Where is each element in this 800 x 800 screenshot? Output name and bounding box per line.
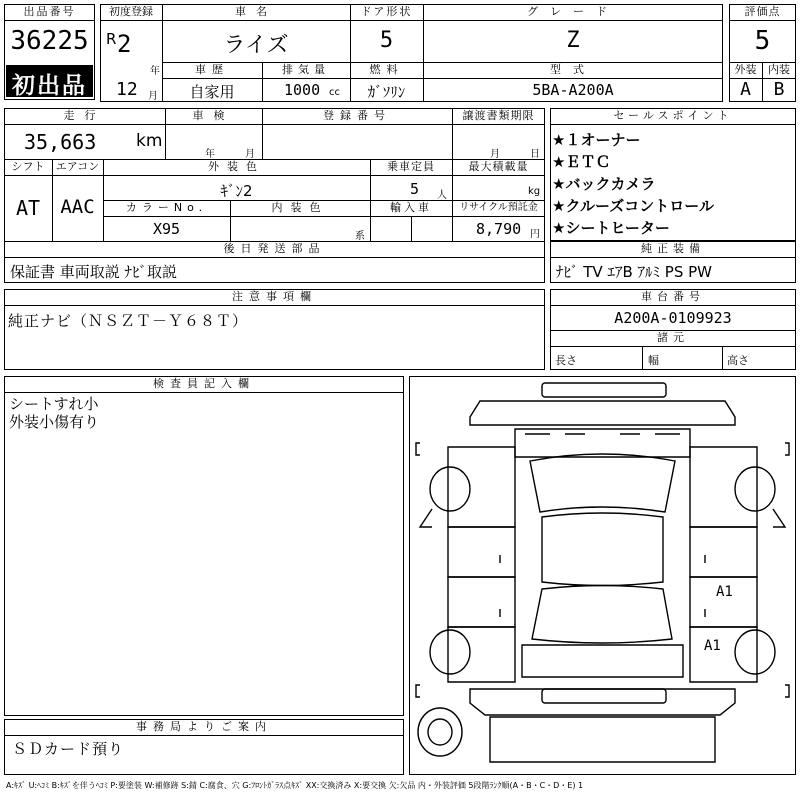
inspection-month-unit: 月	[245, 149, 255, 160]
car-name: ライズ	[223, 33, 289, 58]
score-label: 評価点	[744, 5, 781, 18]
history-label: 車歴	[195, 63, 229, 76]
door-label: ドア形状	[360, 5, 413, 18]
equipment-items: ﾅﾋﾞ TV ｴｱB ｱﾙﾐ PS PW	[556, 263, 712, 281]
length-label: 長さ	[555, 354, 577, 367]
capacity-unit: 人	[437, 190, 447, 201]
door-count: 5	[379, 28, 394, 53]
notes-label: 注意事項欄	[232, 290, 317, 303]
max-load-label: 最大積載量	[468, 160, 529, 173]
dims-label: 諸元	[657, 331, 689, 344]
aircon: AAC	[60, 196, 95, 218]
office-text: ＳＤカード預り	[12, 740, 125, 758]
later-parts-label: 後日発送部品	[223, 242, 326, 255]
recycle-label: リサイクル預託金	[459, 202, 538, 213]
history: 自家用	[189, 83, 235, 101]
mileage-label: 走行	[63, 109, 106, 122]
first-registration-label: 初度登録	[109, 5, 153, 18]
equipment-label: 純正装備	[641, 242, 705, 255]
sales-points-label: セールスポイント	[613, 109, 733, 122]
ext-color: ｷﾞﾝ2	[220, 182, 253, 200]
color-no: X95	[152, 220, 181, 238]
color-no-label: カラーNo.	[125, 201, 208, 214]
lot-number-label: 出品番号	[23, 5, 76, 18]
model-label: 型式	[550, 63, 596, 76]
mileage-unit: km	[136, 131, 163, 151]
car-diagram	[410, 377, 795, 774]
fuel-label: 燃料	[369, 63, 404, 76]
notes-text: 純正ナビ（ＮＳＺＴ－Ｙ６８Ｔ）	[8, 312, 249, 330]
sales-point-3: ★バックカメラ	[552, 175, 656, 193]
office-label: 事務局よりご案内	[136, 720, 272, 733]
capacity-label: 乗車定員	[387, 160, 435, 173]
sales-point-5: ★シートヒーター	[552, 219, 670, 237]
transfer-day-unit: 日	[530, 149, 540, 160]
shift-label: シフト	[11, 160, 45, 173]
recycle-fee: 8,790	[476, 220, 522, 238]
mileage: 35,663	[24, 130, 97, 154]
grade: Z	[566, 28, 580, 53]
reg-month: 12	[116, 79, 138, 100]
inspection-label: 車検	[192, 109, 235, 122]
first-listing-badge: 初出品	[6, 65, 93, 97]
exterior-grade: A	[740, 79, 751, 100]
interior-grade: B	[773, 79, 785, 100]
sales-point-2: ★ＥＴＣ	[552, 153, 611, 171]
legend-text: A:ｷｽﾞ U:ﾍｺﾐ B:ｷｽﾞを伴うﾍｺﾐ P:要塗装 W:補修跡 S:錆 C:腐食、穴 G:ﾌﾛﾝﾄｶﾞﾗｽ点ｷｽﾞ XX:交換済み X:要交換 欠:欠品 内・外装評価 5段階ﾗﾝｸ順(A・B・C・D・E) 1	[6, 781, 584, 790]
displacement-label: 排気量	[282, 63, 330, 76]
reg-number-label: 登録番号	[323, 109, 391, 122]
displacement-unit: cc	[329, 87, 340, 98]
max-load-unit: kg	[528, 186, 541, 197]
chassis-label: 車台番号	[641, 290, 705, 303]
car-name-label: 車名	[235, 5, 277, 18]
lot-number: 36225	[10, 26, 89, 56]
car-diagram-box	[409, 376, 796, 775]
grade-label: グレード	[527, 5, 619, 18]
exterior-label: 外装	[734, 63, 757, 76]
height-label: 高さ	[727, 354, 749, 367]
inspection-year-unit: 年	[205, 149, 215, 160]
reg-year-unit: 年	[150, 66, 160, 77]
transfer-docs-label: 譲渡書類期限	[462, 109, 535, 122]
damage-mark-2: A1	[704, 638, 721, 654]
reg-era: R	[106, 30, 117, 48]
capacity: 5	[410, 180, 420, 198]
sales-point-1: ★１オーナー	[552, 131, 641, 149]
later-parts: 保証書 車両取説 ﾅﾋﾞ取説	[10, 263, 178, 281]
chassis-number: A200A-0109923	[614, 309, 732, 327]
reg-year: 2	[117, 30, 132, 58]
displacement: 1000	[284, 81, 321, 99]
shift: AT	[15, 196, 41, 220]
ext-color-label: 外装色	[208, 160, 265, 173]
damage-mark-1: A1	[716, 584, 733, 600]
fuel: ｶﾞｿﾘﾝ	[367, 83, 406, 101]
interior-label: 内装	[768, 63, 790, 76]
inspector-label: 検査員記入欄	[153, 377, 255, 390]
sales-point-4: ★クルーズコントロール	[552, 197, 714, 215]
score: 5	[754, 26, 771, 56]
inspector-text: シートすれ小 外装小傷有り	[9, 395, 100, 431]
aircon-label: エアコン	[55, 160, 100, 173]
int-color-unit: 系	[355, 231, 365, 242]
transfer-month-unit: 月	[490, 149, 500, 160]
recycle-unit: 円	[530, 229, 540, 240]
int-color-label: 内装色	[271, 201, 329, 214]
import-label: 輸入車	[390, 201, 432, 214]
reg-month-unit: 月	[148, 91, 158, 102]
width-label: 幅	[648, 354, 659, 367]
model: 5BA-A200A	[532, 81, 614, 99]
